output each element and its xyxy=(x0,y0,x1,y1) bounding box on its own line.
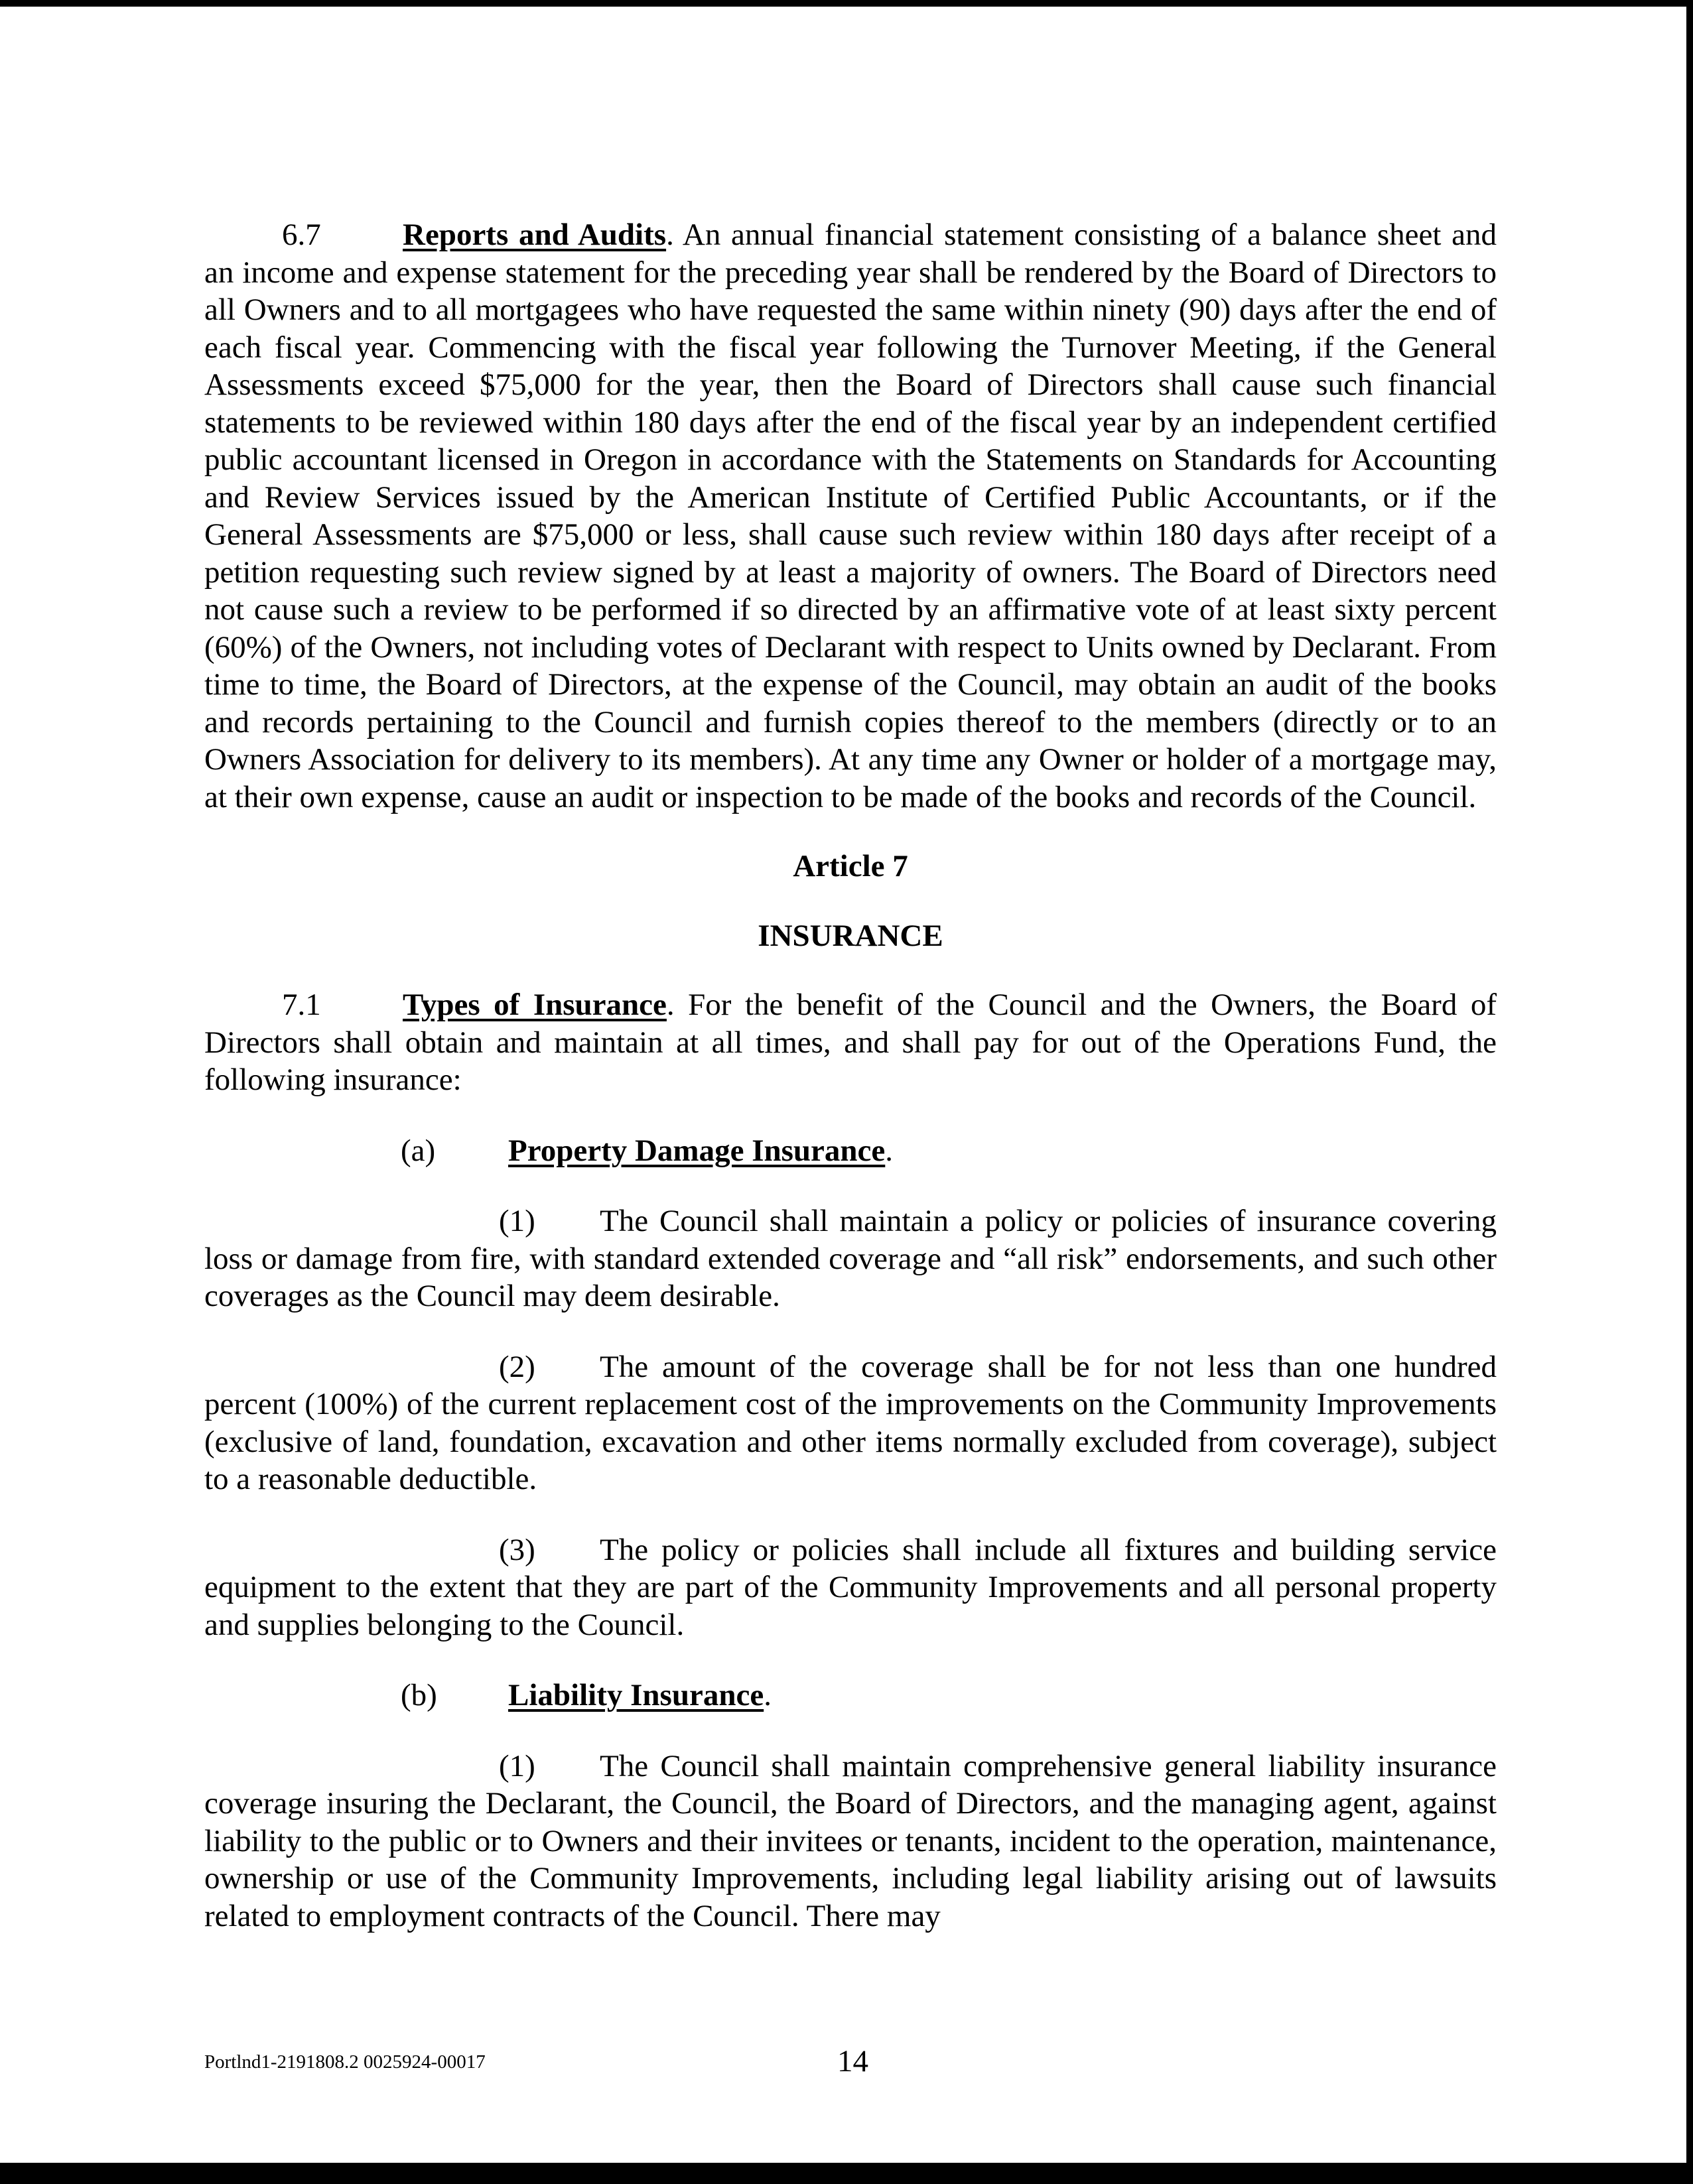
section-heading: Types of Insurance xyxy=(403,988,667,1022)
subsection-title-suffix: . xyxy=(764,1678,772,1712)
item-text: The Council shall maintain a policy or policies of insurance covering loss or damage from fire, with standard extended coverage and “all risk” endorsements, and such other coverages as the Council may deem desirable. xyxy=(204,1204,1497,1313)
document-page xyxy=(204,216,1497,1935)
document-id: Portlnd1-2191808.2 0025924-00017 xyxy=(204,2051,486,2073)
page-number: 14 xyxy=(837,2044,868,2079)
section-heading: Reports and Audits xyxy=(403,218,667,252)
subsection-letter: (a) xyxy=(401,1133,436,1168)
item-text: The amount of the coverage shall be for not less than one hundred percent (100%) of the current replacement cost of the improvements on the Community Improvements (exclusive of land, foundation, excavation and other items normally excluded from coverage), subject to a reasonable deductible. xyxy=(204,1349,1497,1496)
subsection-b-item-1 xyxy=(204,1748,1497,1935)
section-body-text: . For the benefit of the Council and the Owners, the Board of Directors shall obtain and maintain at all times, and shall pay for out of the Operations Fund, the following insurance: xyxy=(204,988,1497,1097)
item-text: The policy or policies shall include all fixtures and building service equipment to the extent that they are part of the Community Improvements and all personal property and supplies belonging to the Council. xyxy=(204,1532,1497,1642)
subsection-a-item-1 xyxy=(204,1202,1497,1315)
article-label: Article 7 xyxy=(793,849,908,883)
item-text: The Council shall maintain comprehensive general liability insurance coverage insuring the Declarant, the Council, the Board of Directors, and the managing agent, against liability to the public or to Owners and their invitees or tenants, incident to the operation, maintenance, ownership or use of the Community Improvements, including legal liability arising out of lawsuits related to employment contracts of the Council. There may xyxy=(204,1748,1497,1933)
subsection-title: Property Damage Insurance xyxy=(508,1133,886,1168)
article-title: INSURANCE xyxy=(758,918,943,953)
subsection-a-item-2 xyxy=(204,1348,1497,1498)
item-number: (1) xyxy=(499,1748,535,1783)
subsection-title-suffix: . xyxy=(885,1133,894,1168)
section-number: 7.1 xyxy=(282,988,321,1022)
subsection-a-item-3 xyxy=(204,1531,1497,1644)
section-number: 6.7 xyxy=(282,218,321,252)
page-footer xyxy=(204,2043,1497,2081)
subsection-letter: (b) xyxy=(401,1678,437,1712)
scan-border-right xyxy=(1686,0,1693,2184)
scan-border-bottom xyxy=(0,2163,1693,2184)
subsection-a-heading xyxy=(204,1132,1497,1170)
item-number: (3) xyxy=(499,1532,535,1567)
scan-border-top xyxy=(0,0,1693,7)
item-number: (1) xyxy=(499,1204,535,1238)
section-body-text: . An annual financial statement consisting of a balance sheet and an income and expense statement for the preceding year shall be rendered by the Board of Directors to all Owners and to all mortgagees who have requested the same within ninety (90) days after the end of each fiscal year. Commencing with the fiscal year following the Turnover Meeting, if the General Assessments exceed $75,000 for the year, then the Board of Directors shall cause such financial statements to be reviewed within 180 days after the end of the fiscal year by an independent certified public accountant licensed in Oregon in accordance with the Statements on Standards for Accounting and Review Services issued by the American Institute of Certified Public Accountants, or if the General Assessments are $75,000 or less, shall cause such review within 180 days after receipt of a petition requesting such review signed by at least a majority of owners. The Board of Directors need not cause such a review to be performed if so directed by an affirmative vote of at least sixty percent (60%) of the Owners, not including votes of Declarant with respect to Units owned by Declarant. From time to time, the Board of Directors, at the expense of the Council, may obtain an audit of the books and records pertaining to the Council and furnish copies thereof to the members (directly or to an Owners Association for delivery to its members). At any time any Owner or holder of a mortgage may, at their own expense, cause an audit or inspection to be made of the books and records of the Council. xyxy=(204,218,1497,814)
item-number: (2) xyxy=(499,1349,535,1384)
subsection-b-heading xyxy=(204,1677,1497,1714)
subsection-title: Liability Insurance xyxy=(508,1678,764,1712)
section-6-7-paragraph xyxy=(204,216,1497,816)
section-7-1-paragraph xyxy=(204,986,1497,1099)
